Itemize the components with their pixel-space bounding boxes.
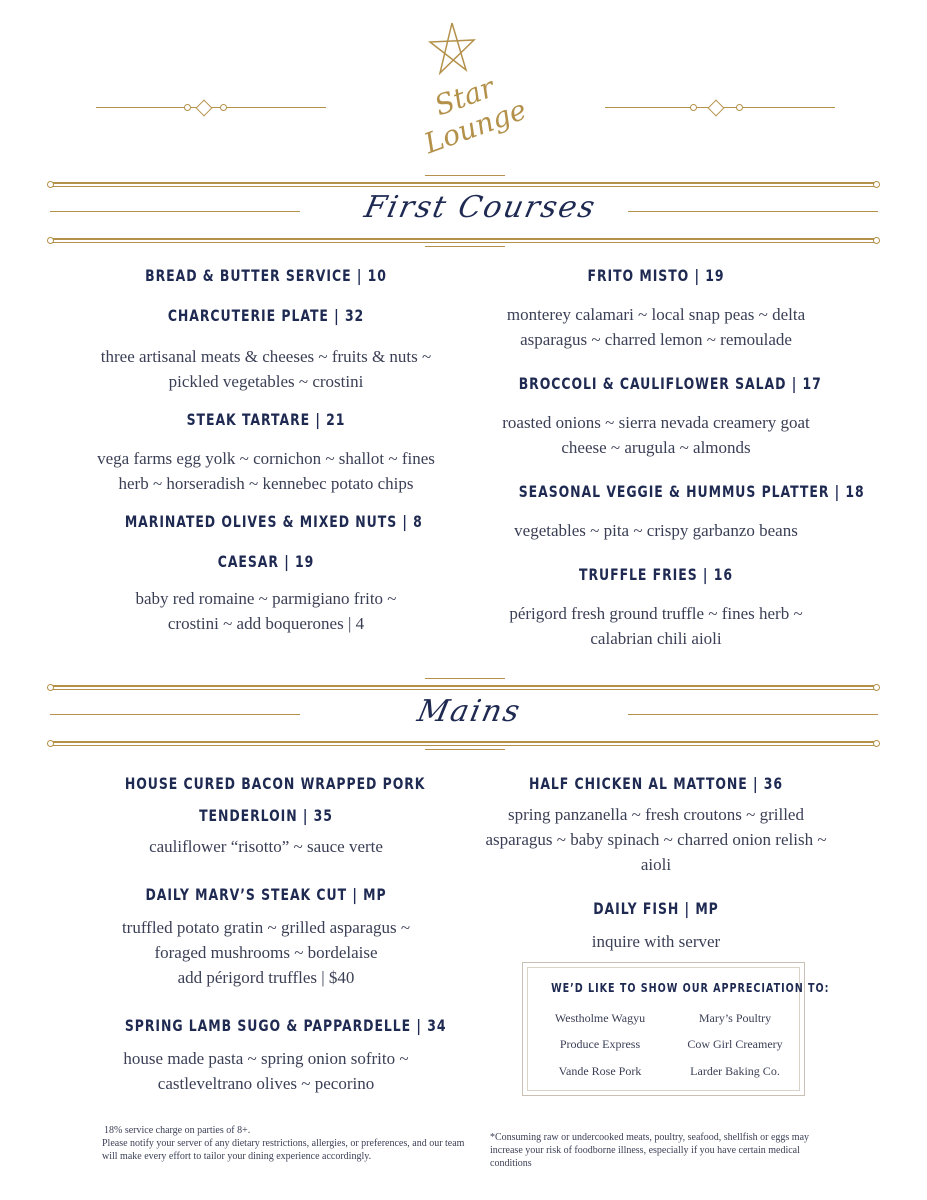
appreciation-title: WE’D LIKE TO SHOW OUR APPRECIATION TO: [551,981,830,995]
item-description: truffled potato gratin ~ grilled asparagus ~ foraged mushrooms ~ bordelaise [121,918,411,962]
appreciation-box [522,962,830,1096]
item-description: inquire with server [591,932,721,951]
mains-right [480,770,832,954]
logo [410,18,530,168]
item-title: CHARCUTERIE PLATE | 32 [167,306,365,325]
first-courses-title: First Courses [361,190,600,225]
item-description: spring panzanella ~ fresh croutons ~ grilled asparagus ~ baby spinach ~ charred onion relish ~ aioli [485,805,827,874]
item-extra: add périgord truffles | $40 [177,968,355,987]
mains-title: Mains [414,694,525,729]
item-description: monterey calamari ~ local snap peas ~ delta asparagus ~ charred lemon ~ remoulade [506,305,806,349]
supplier-name: Produce Express [559,1037,641,1051]
item-title: SEASONAL VEGGIE & HUMMUS PLATTER | 18 [518,482,865,501]
item-description: vegetables ~ pita ~ crispy garbanzo beans [514,521,798,540]
service-charge-note: 18% service charge on parties of 8+. [104,1125,251,1136]
star-icon [422,18,482,78]
raw-food-warning: *Consuming raw or undercooked meats, poultry, seafood, shellfish or eggs may increase your risk of foodborne illness, especially if you have certain medical conditions [490,1132,810,1169]
item-description: vega farms egg yolk ~ cornichon ~ shallot ~ fines herb ~ horseradish ~ kennebec potato chips [97,449,435,493]
supplier-name: Mary’s Poultry [698,1011,772,1025]
item-description: three artisanal meats & cheeses ~ fruits & nuts ~ pickled vegetables ~ crostini [100,347,432,391]
item-title: FRITO MISTO | 19 [587,266,725,285]
item-description: périgord fresh ground truffle ~ fines herb ~ calabrian chili aioli [509,604,803,648]
item-description: cauliflower “risotto” ~ sauce verte [149,837,383,856]
item-title: DAILY FISH | MP [593,899,719,918]
item-title: MARINATED OLIVES & MIXED NUTS | 8 [124,512,423,531]
logo-text: Star Lounge [419,70,531,161]
item-title: BROCCOLI & CAULIFLOWER SALAD | 17 [518,374,822,393]
supplier-name: Westholme Wagyu [554,1011,646,1025]
item-title: DAILY MARV’S STEAK CUT | MP [145,885,387,904]
first-courses-right [480,262,865,651]
item-title: HALF CHICKEN AL MATTONE | 36 [528,774,784,793]
item-title: BREAD & BUTTER SERVICE | 10 [145,266,387,285]
dietary-note: Please notify your server of any dietary restrictions, allergies, or preferences, and our team will make every effort to tailor your dining experience accordingly. [102,1138,465,1162]
first-courses-left [85,262,447,636]
item-title: TRUFFLE FRIES | 16 [579,565,733,584]
item-title: STEAK TARTARE | 21 [186,410,346,429]
item-description: roasted onions ~ sierra nevada creamery goat cheese ~ arugula ~ almonds [502,413,810,457]
item-title: SPRING LAMB SUGO & PAPPARDELLE | 34 [124,1016,447,1035]
item-title: TENDERLOIN | 35 [199,806,333,825]
item-title: CAESAR | 19 [217,552,315,571]
mains-left [85,770,447,1096]
supplier-name: Cow Girl Creamery [687,1037,783,1051]
item-description: baby red romaine ~ parmigiano frito ~ crostini ~ add boquerones | 4 [135,589,397,633]
supplier-name: Vande Rose Pork [558,1064,642,1078]
item-description: house made pasta ~ spring onion sofrito ~ castleveltrano olives ~ pecorino [123,1049,409,1093]
item-title: HOUSE CURED BACON WRAPPED PORK [124,774,426,793]
supplier-name: Larder Baking Co. [690,1064,780,1078]
